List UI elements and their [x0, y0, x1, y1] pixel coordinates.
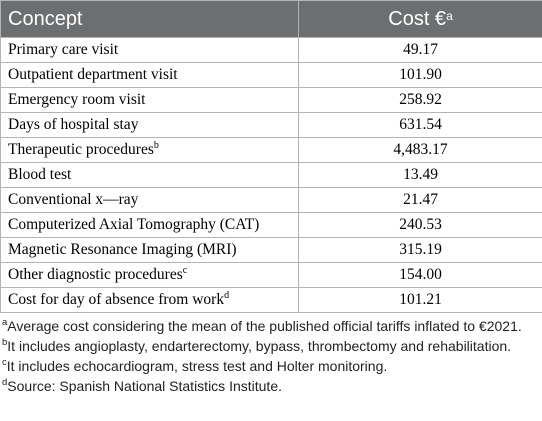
table-row: [1, 38, 542, 63]
concept-cell: [1, 288, 299, 313]
concept-cell: [1, 238, 299, 263]
table-row: [1, 188, 542, 213]
cost-cell: 49.17: [299, 38, 542, 63]
concept-label: Outpatient department visit: [8, 66, 178, 83]
concept-cell: [1, 88, 299, 113]
concept-label: Emergency room visit: [8, 91, 146, 108]
header-row: [1, 1, 542, 38]
cost-cell: 315.19: [299, 238, 542, 263]
concept-label: Magnetic Resonance Imaging (MRI): [8, 241, 237, 258]
table-row: [1, 288, 542, 313]
concept-label: Computerized Axial Tomography (CAT): [8, 216, 260, 233]
cost-cell: 4,483.17: [299, 138, 542, 163]
header-concept-label: Concept: [8, 7, 83, 30]
footnotes: [0, 316, 538, 396]
concept-footnote-mark: d: [224, 290, 230, 301]
concept-label: Conventional x—ray: [8, 191, 139, 208]
footnote-mark: d: [2, 377, 8, 388]
concept-cell: [1, 63, 299, 88]
concept-cell: [1, 188, 299, 213]
header-concept: [1, 1, 299, 38]
concept-cell: [1, 263, 299, 288]
table-header: [1, 1, 542, 38]
table-row: [1, 163, 542, 188]
concept-cell: [1, 163, 299, 188]
cost-cell: 258.92: [299, 88, 542, 113]
table-row: [1, 213, 542, 238]
footnote-c: [2, 356, 538, 376]
table-row: [1, 113, 542, 138]
concept-cell: [1, 38, 299, 63]
footnote-text: Average cost considering the mean of the published official tariffs inflated to €2021.: [7, 318, 522, 334]
concept-label: Therapeutic procedures: [8, 141, 154, 158]
concept-cell: [1, 113, 299, 138]
cost-cell: 154.00: [299, 263, 542, 288]
footnote-a: [2, 316, 538, 336]
concept-label: Days of hospital stay: [8, 116, 139, 133]
cost-cell: 21.47: [299, 188, 542, 213]
table-body: [1, 38, 542, 313]
cost-cell: 631.54: [299, 113, 542, 138]
concept-label: Cost for day of absence from work: [8, 291, 225, 308]
concept-label: Other diagnostic procedures: [8, 266, 183, 283]
cost-cell: 240.53: [299, 213, 542, 238]
cost-cell: 101.21: [299, 288, 542, 313]
footnote-text: It includes angioplasty, endarterectomy, bypass, thrombectomy and rehabilitation.: [7, 338, 512, 354]
footnote-b: [2, 336, 538, 356]
footnote-mark: c: [2, 357, 7, 368]
concept-footnote-mark: b: [153, 140, 159, 151]
cost-cell: 101.90: [299, 63, 542, 88]
cost-cell: 13.49: [299, 163, 542, 188]
footnote-d: [2, 376, 538, 396]
table-row: [1, 88, 542, 113]
header-cost: [299, 1, 542, 38]
table-row: [1, 138, 542, 163]
concept-label: Primary care visit: [8, 41, 119, 58]
concept-label: Blood test: [8, 166, 72, 183]
footnote-text: Source: Spanish National Statistics Institute.: [7, 378, 282, 394]
concept-cell: [1, 213, 299, 238]
footnote-mark: b: [2, 337, 8, 348]
footnote-text: It includes echocardiogram, stress test and Holter monitoring.: [6, 358, 388, 374]
header-cost-footnote-mark: a: [446, 8, 453, 23]
header-cost-label: Cost €: [388, 7, 447, 30]
table-row: [1, 63, 542, 88]
concept-footnote-mark: c: [182, 265, 188, 276]
table-row: [1, 238, 542, 263]
table-row: [1, 263, 542, 288]
concept-cell: [1, 138, 299, 163]
footnote-mark: a: [2, 317, 8, 328]
